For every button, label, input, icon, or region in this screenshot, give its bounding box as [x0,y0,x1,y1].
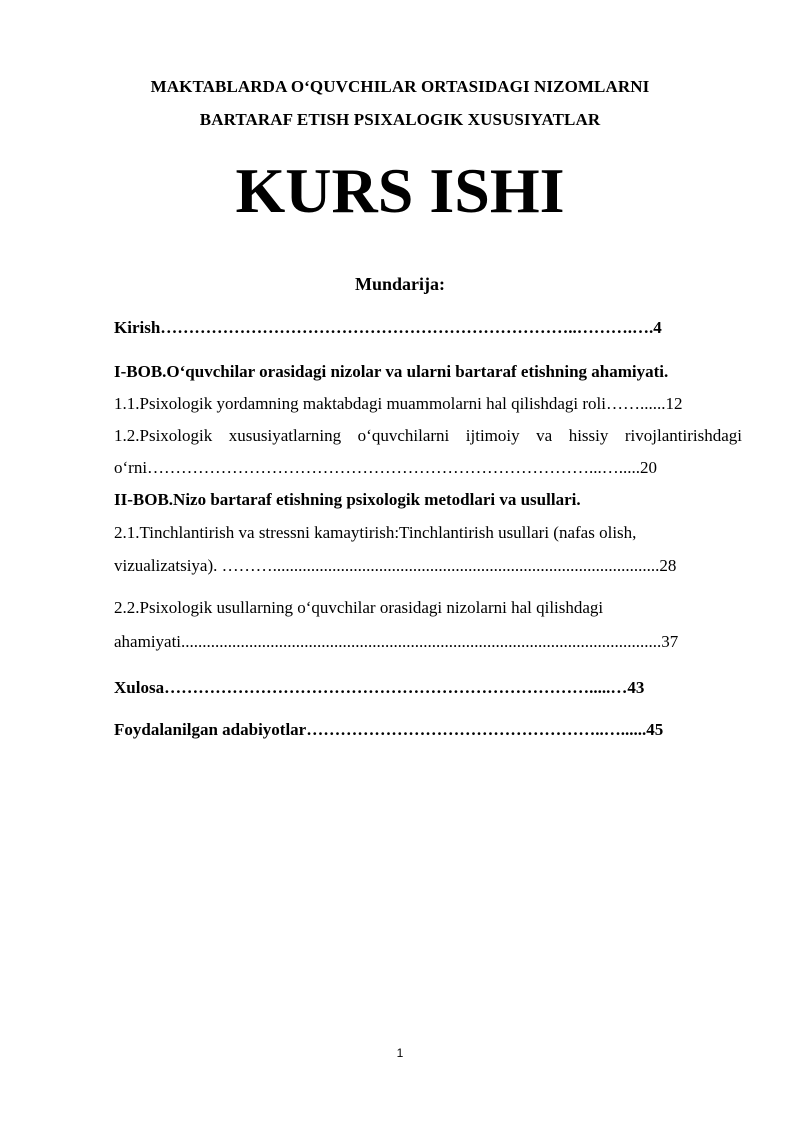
document-type-heading: KURS ISHI [235,155,565,226]
toc-heading: Mundarija: [355,274,445,294]
toc-entry-2-1-line-1: 2.1.Tinchlantirish va stressni kamaytirish:Tinchlantirish usullari (nafas olish, [114,523,637,542]
toc-entry-1-2-line-2: o‘rni……………………………………………………………………...….....20 [114,458,658,477]
toc-entry-2-2-line-1: 2.2.Psixologik usullarning o‘quvchilar orasidagi nizolarni hal qilishdagi [114,598,604,617]
page-number: 1 [396,1046,404,1060]
toc-entry-adabiyotlar: Foydalanilgan adabiyotlar……………………………………………..…......45 [114,720,664,739]
toc-entry-1-2-line-1: 1.2.Psixologik xususiyatlarning o‘quvchilarni ijtimoiy va hissiy rivojlantirishdagi [114,426,742,445]
document-title-line-1: MAKTABLARDA O‘QUVCHILAR ORTASIDAGI NIZOMLARNI [150,77,650,96]
toc-entry-1-1: 1.1.Psixologik yordamning maktabdagi muammolarni hal qilishdagi roli……......12 [114,394,683,413]
toc-entry-xulosa: Xulosa………………………………………………………………….....…43 [114,678,645,697]
toc-entry-kirish: Kirish………………………………………………………………..……….….4 [114,318,662,337]
toc-chapter-1: I-BOB.O‘quvchilar orasidagi nizolar va ularni bartaraf etishning ahamiyati. [114,362,669,381]
toc-chapter-2: II-BOB.Nizo bartaraf etishning psixologik metodlari va usullari. [114,490,581,509]
toc-entry-2-2-line-2: ahamiyati.................................................................................................................37 [114,632,679,651]
document-title-line-2: BARTARAF ETISH PSIXALOGIK XUSUSIYATLAR [199,110,601,129]
toc-entry-2-1-line-2: vizualizatsiya). ………...........................................................................................28 [114,556,677,575]
